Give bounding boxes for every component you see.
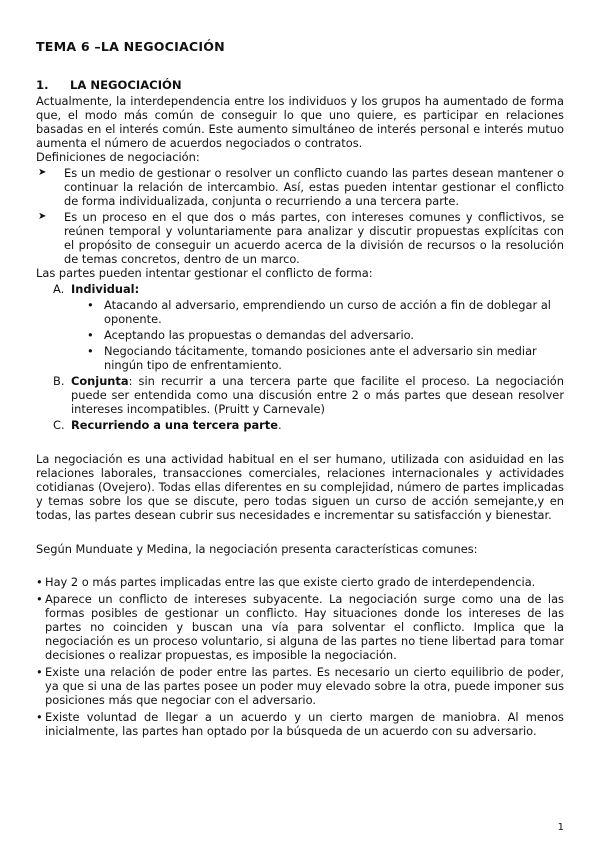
definition-text: Es un medio de gestionar o resolver un conflicto cuando las partes desean mantener o continuar la relación de intercambio. Así, estas pueden intentar gestionar el conflicto de forma individualizada, conjunta o recurriendo a una tercera parte.: [64, 166, 564, 208]
form-title: Conjunta: [71, 374, 129, 388]
form-text: .: [277, 418, 282, 432]
subitem-text: Negociando tácitamente, tomando posiciones ante el adversario sin mediar ningún tipo de enfrentamiento.: [104, 344, 537, 372]
intro-paragraph: Actualmente, la interdependencia entre los individuos y los grupos ha aumentado de forma que, el modo más común de conseguir lo que uno quiere, es participar en relaciones basadas en el interés común. Este aumento simultáneo de interés personal e interés mutuo aumenta el número de acuerdos negociados o contratos.: [36, 94, 564, 150]
characteristic-text: Existe voluntad de llegar a un acuerdo y un cierto margen de maniobra. Al menos inicialmente, las partes han optado por la búsqueda de un acuerdo con su adversario.: [45, 710, 564, 738]
form-letter: A.: [53, 282, 65, 296]
arrow-bullet-icon: ➤: [38, 167, 47, 178]
subitem-text: Atacando al adversario, emprendiendo un curso de acción a fin de doblegar al oponente.: [104, 298, 551, 326]
subitem-text: Aceptando las propuestas o demandas del adversario.: [104, 328, 415, 342]
section-number: 1.: [36, 78, 49, 92]
bullet-icon: •: [87, 328, 94, 342]
form-a-subitem: [53, 298, 564, 326]
munduate-paragraph: Según Munduate y Medina, la negociación presenta características comunes:: [36, 542, 478, 556]
form-item-b: [53, 374, 564, 416]
characteristic-item: [36, 592, 564, 662]
bullet-icon: •: [36, 665, 43, 679]
forms-list: [53, 282, 564, 432]
form-item-c: [53, 418, 564, 432]
characteristic-text: Aparece un conflicto de intereses subyacente. La negociación surge como una de las formas posibles de gestionar un conflicto. Hay situaciones donde los intereses de las partes no coinciden y buscan una vía para solventar el conflicto. Implica que la negociación es un proceso voluntario, si alguna de las partes no tiene libertad para tomar decisiones o realizar propuestas, es imposible la negociación.: [45, 592, 564, 662]
bullet-icon: •: [87, 298, 94, 312]
form-text: : sin recurrir a una tercera parte que facilite el proceso. La negociación puede ser entendida como una discusión entre 2 o más partes que desean resolver intereses incompatibles. (Pruitt y Carnevale): [71, 374, 564, 416]
bullet-icon: •: [36, 592, 43, 606]
definition-item: [36, 210, 564, 266]
definition-text: Es un proceso en el que dos o más partes, con intereses comunes y conflictivos, se reúnen temporal y voluntariamente para analizar y discutir propuestas explícitas con el propósito de conseguir un acuerdo acerca de la división de recursos o la resolución de temas concretos, dentro de un marco.: [64, 210, 564, 266]
form-letter: C.: [53, 418, 65, 432]
section-heading: [36, 78, 564, 92]
bullet-icon: •: [36, 710, 43, 724]
definitions-label: Definiciones de negociación:: [36, 150, 200, 164]
characteristic-item: [36, 710, 564, 738]
arrow-bullet-icon: ➤: [38, 211, 47, 222]
form-a-subitem: [53, 344, 564, 372]
bullet-icon: •: [87, 344, 94, 358]
page-number: 1: [557, 822, 564, 833]
form-title: Recurriendo a una tercera parte: [71, 418, 278, 432]
form-letter: B.: [53, 374, 65, 388]
form-a-subitem: [53, 328, 564, 342]
document-page: [36, 40, 564, 738]
definition-item: [36, 166, 564, 208]
document-title: TEMA 6 –LA NEGOCIACIÓN: [36, 39, 225, 54]
bullet-icon: •: [36, 575, 43, 589]
negotiation-paragraph: La negociación es una actividad habitual en el ser humano, utilizada con asiduidad en las relaciones laborales, transacciones comerciales, relaciones internacionales y actividades cotidianas (Ovejero). Todas ellas diferentes en su complejidad, número de partes implicadas y temas sobre los que se discute, pero todas siguen un curso de acción semejante,y en todas, las partes desean cubrir sus necesidades e incrementar su satisfacción y bienestar.: [36, 452, 564, 522]
form-item-a: [53, 282, 564, 296]
characteristic-item: [36, 665, 564, 707]
characteristic-text: Hay 2 o más partes implicadas entre las que existe cierto grado de interdependencia.: [45, 575, 536, 589]
form-title: Individual:: [71, 282, 140, 296]
characteristic-item: [36, 575, 564, 589]
forms-label: Las partes pueden intentar gestionar el conflicto de forma:: [36, 266, 373, 280]
characteristic-text: Existe una relación de poder entre las partes. Es necesario un cierto equilibrio de poder, ya que si una de las partes posee un poder muy elevado sobre la otra, puede imponer sus posiciones más que negociar con el adversario.: [45, 665, 564, 707]
section-title: LA NEGOCIACIÓN: [70, 78, 182, 92]
